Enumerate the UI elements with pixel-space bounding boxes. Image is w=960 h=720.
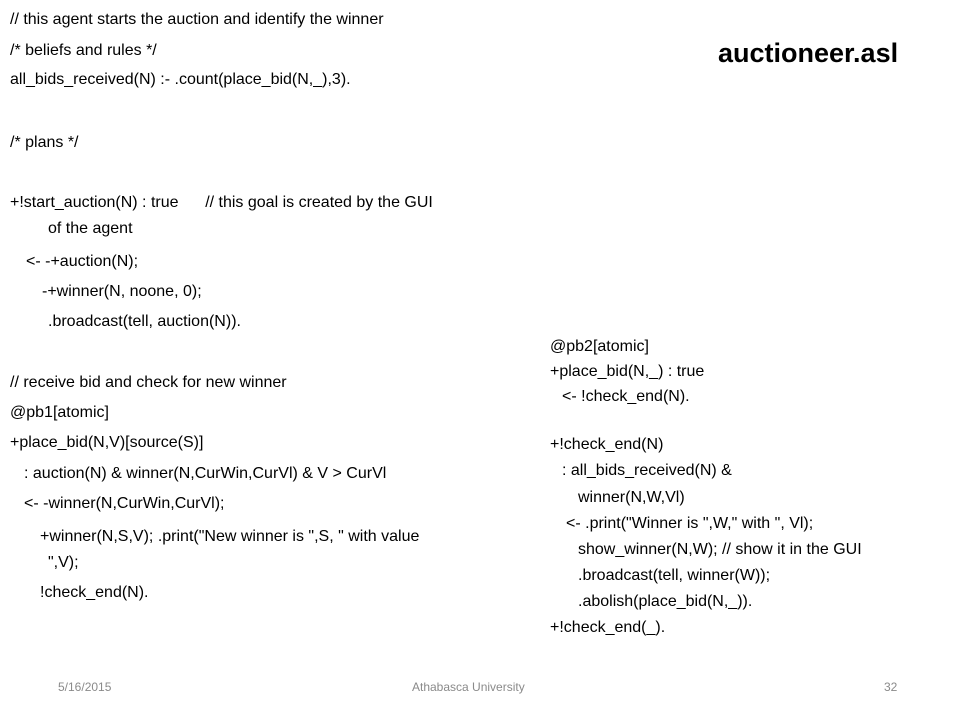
code-line: .broadcast(tell, winner(W)); — [578, 567, 771, 584]
code-line: all_bids_received(N) :- .count(place_bid(N,_),3). — [10, 71, 351, 88]
code-line: +place_bid(N,V)[source(S)] — [10, 434, 204, 451]
code-line: show_winner(N,W); // show it in the GUI — [578, 541, 862, 558]
code-line: @pb2[atomic] — [550, 338, 649, 355]
code-line: /* plans */ — [10, 134, 79, 151]
code-line: <- -winner(N,CurWin,CurVl); — [24, 495, 225, 512]
code-line: // this agent starts the auction and identify the winner — [10, 11, 384, 28]
code-line: winner(N,W,Vl) — [578, 489, 685, 506]
code-line: .broadcast(tell, auction(N)). — [48, 313, 241, 330]
code-line: : all_bids_received(N) & — [562, 462, 732, 479]
code-line: : auction(N) & winner(N,CurWin,CurVl) & V > CurVl — [24, 465, 387, 482]
code-line: <- .print("Winner is ",W," with ", Vl); — [566, 515, 814, 532]
code-line: -+winner(N, noone, 0); — [42, 283, 202, 300]
code-line: +place_bid(N,_) : true — [550, 363, 705, 380]
code-line: !check_end(N). — [40, 584, 149, 601]
footer-date: 5/16/2015 — [58, 680, 112, 694]
code-line: .abolish(place_bid(N,_)). — [578, 593, 753, 610]
slide-title: auctioneer.asl — [718, 38, 899, 68]
code-line: // receive bid and check for new winner — [10, 374, 287, 391]
code-line: +!check_end(_). — [550, 619, 666, 636]
code-line: @pb1[atomic] — [10, 404, 109, 421]
footer-org: Athabasca University — [412, 680, 525, 694]
code-line: +!check_end(N) — [550, 436, 664, 453]
code-line: /* beliefs and rules */ — [10, 42, 157, 59]
code-line: ",V); — [48, 554, 79, 571]
code-line: +winner(N,S,V); .print("New winner is ",S, " with value — [40, 528, 420, 545]
code-line: <- !check_end(N). — [562, 388, 690, 405]
code-line: +!start_auction(N) : true // this goal is created by the GUI — [10, 194, 433, 211]
code-line: <- -+auction(N); — [26, 253, 139, 270]
code-line: of the agent — [48, 220, 133, 237]
page-number: 32 — [884, 680, 898, 694]
